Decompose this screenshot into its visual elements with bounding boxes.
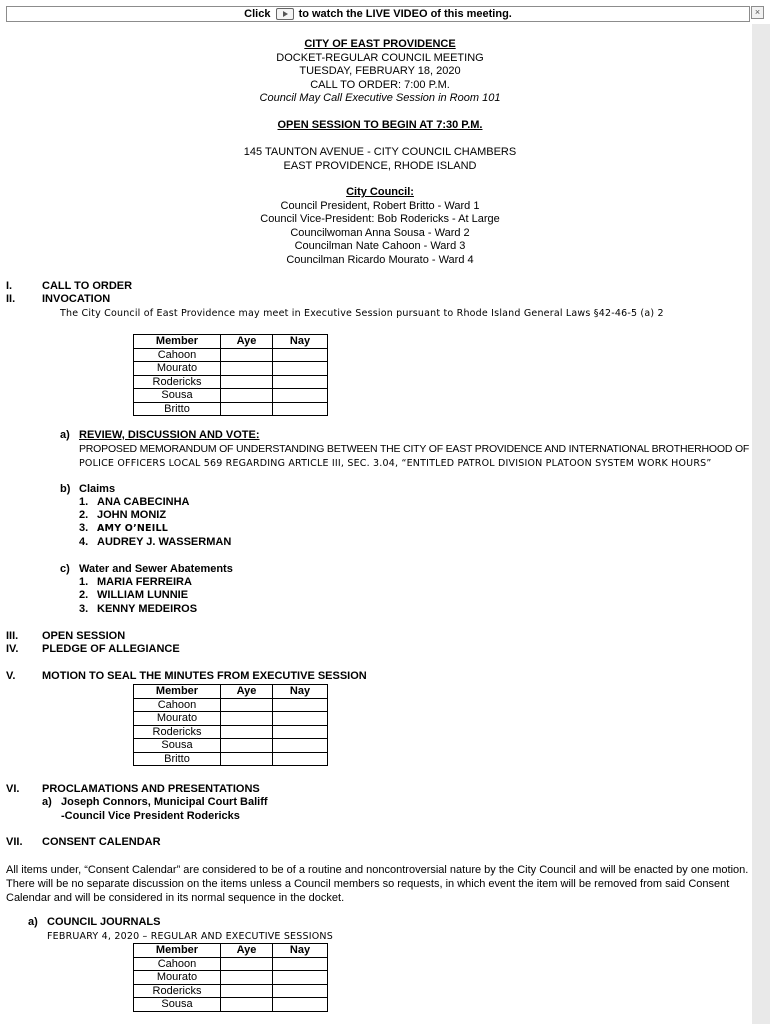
col-aye: Aye [221,335,273,349]
journals-date: FEBRUARY 4, 2020 – REGULAR AND EXECUTIVE SESSIONS [47,931,333,942]
section-num: VII. [6,836,23,848]
aye-cell [221,998,273,1012]
aye-cell [221,752,273,766]
council-list [0,186,760,267]
address [0,146,760,173]
member-name: Cahoon [134,348,221,362]
nay-cell [273,998,328,1012]
docket-header [0,38,760,106]
abatement-item: MARIA FERREIRA [97,576,192,588]
col-aye: Aye [221,944,273,958]
member-name: Cahoon [134,698,221,712]
nay-cell [273,348,328,362]
list-num: 3. [79,603,89,615]
list-num: 4. [79,536,89,548]
open-session-time: OPEN SESSION TO BEGIN AT 7:30 P.M. [277,119,483,131]
member-name: Sousa [134,389,221,403]
council-member: Council President, Robert Britto - Ward 1 [280,199,480,212]
item-label: b) [60,483,71,495]
mou-line-1: PROPOSED MEMORANDUM OF UNDERSTANDING BETWEEN THE CITY OF EAST PROVIDENCE AND INTERNATIONAL BROTHERHOOD OF [79,443,750,455]
banner-suffix: to watch the LIVE VIDEO of this meeting. [298,8,512,20]
section-num: VI. [6,783,20,795]
section-num: IV. [6,643,19,655]
item-title-claims: Claims [79,483,116,495]
abatement-item: KENNY MEDEIROS [97,603,198,615]
council-member: Councilwoman Anna Sousa - Ward 2 [290,226,470,239]
city-title: CITY OF EAST PROVIDENCE [304,38,456,50]
nay-cell [273,725,328,739]
nay-cell [273,698,328,712]
nay-cell [273,984,328,998]
section-title-consent-calendar: CONSENT CALENDAR [42,836,161,848]
call-time: CALL TO ORDER: 7:00 P.M. [310,78,450,91]
nay-cell [273,402,328,416]
item-label: a) [60,429,70,441]
aye-cell [221,389,273,403]
exec-note: Council May Call Executive Session in Room 101 [259,92,501,104]
section-title-call-to-order: CALL TO ORDER [42,280,133,292]
claim-item: AUDREY J. WASSERMAN [97,536,232,548]
council-member: Council Vice-President: Bob Rodericks - At Large [260,213,500,225]
nay-cell [273,375,328,389]
section-title-motion-seal: MOTION TO SEAL THE MINUTES FROM EXECUTIVE SESSION [42,670,367,682]
member-name: Rodericks [134,984,221,998]
paragraph-line: There will be no separate discussion on the items unless a Council members so requests, in which event the item will be removed from said Consent [6,878,730,890]
council-title: City Council: [346,186,414,198]
live-video-banner [6,6,750,22]
aye-cell [221,957,273,971]
aye-cell [221,984,273,998]
close-icon[interactable]: × [751,6,764,19]
claim-item: ANA CABECINHA [97,496,190,508]
item-title-abatements: Water and Sewer Abatements [79,563,233,575]
member-name: Cahoon [134,957,221,971]
docket-type: DOCKET-REGULAR COUNCIL MEETING [276,51,484,64]
meeting-date: TUESDAY, FEBRUARY 18, 2020 [299,65,461,77]
nay-cell [273,389,328,403]
address-line-2: EAST PROVIDENCE, RHODE ISLAND [283,159,477,172]
vote-table [133,684,328,766]
member-name: Britto [134,402,221,416]
aye-cell [221,698,273,712]
council-member: Councilman Nate Cahoon - Ward 3 [294,240,466,252]
aye-cell [221,725,273,739]
col-nay: Nay [273,944,328,958]
col-member: Member [134,335,221,349]
item-title-council-journals: COUNCIL JOURNALS [47,916,161,928]
list-num: 1. [79,576,89,588]
item-label: c) [60,563,70,575]
item-title-review: REVIEW, DISCUSSION AND VOTE: [79,429,260,441]
presentation-presenter: -Council Vice President Rodericks [61,810,240,822]
aye-cell [221,362,273,376]
nay-cell [273,971,328,985]
member-name: Mourato [134,362,221,376]
list-num: 2. [79,589,89,601]
member-name: Mourato [134,971,221,985]
section-title-proclamations: PROCLAMATIONS AND PRESENTATIONS [42,783,260,795]
nay-cell [273,752,328,766]
member-name: Sousa [134,739,221,753]
council-member: Councilman Ricardo Mourato - Ward 4 [286,253,474,266]
play-video-icon[interactable] [276,8,294,20]
nay-cell [273,957,328,971]
list-num: 2. [79,509,89,521]
col-member: Member [134,685,221,699]
consent-calendar-paragraph [6,863,754,905]
col-member: Member [134,944,221,958]
aye-cell [221,402,273,416]
aye-cell [221,739,273,753]
aye-cell [221,712,273,726]
list-num: 1. [79,496,89,508]
scrollbar[interactable] [752,24,770,1024]
member-name: Sousa [134,998,221,1012]
item-label: a) [28,916,38,928]
section-num: III. [6,630,19,642]
section-num: II. [6,293,16,305]
nay-cell [273,739,328,753]
col-nay: Nay [273,685,328,699]
vote-table [133,334,328,416]
vote-table [133,943,328,1012]
list-num: 3. [79,522,89,534]
member-name: Rodericks [134,725,221,739]
section-num: V. [6,670,16,682]
member-name: Rodericks [134,375,221,389]
section-title-pledge: PLEDGE OF ALLEGIANCE [42,643,180,655]
exec-session-statement: The City Council of East Providence may meet in Executive Session pursuant to Rhode Island General Laws §42-46-5 (a) 2 [60,308,664,319]
section-num: I. [6,280,13,292]
nay-cell [273,362,328,376]
nay-cell [273,712,328,726]
aye-cell [221,348,273,362]
presentation-item: Joseph Connors, Municipal Court Baliff [61,796,268,808]
paragraph-line: Calendar and will be considered in its normal sequence in the docket. [6,892,345,904]
section-title-invocation: INVOCATION [42,293,111,305]
abatement-item: WILLIAM LUNNIE [97,589,189,601]
col-nay: Nay [273,335,328,349]
aye-cell [221,971,273,985]
claim-item: JOHN MONIZ [97,509,167,521]
address-line-1: 145 TAUNTON AVENUE - CITY COUNCIL CHAMBERS [243,146,517,158]
member-name: Mourato [134,712,221,726]
banner-prefix: Click [244,8,271,20]
section-title-open-session: OPEN SESSION [42,630,126,642]
paragraph-line: All items under, “Consent Calendar” are considered to be of a routine and noncontroversial nature by the City Council and will be enacted by one motion. [6,864,749,876]
item-label: a) [42,796,52,808]
aye-cell [221,375,273,389]
claim-item: AMY O’NEILL [97,523,168,534]
col-aye: Aye [221,685,273,699]
mou-line-2: POLICE OFFICERS LOCAL 569 REGARDING ARTICLE III, SEC. 3.04, “ENTITLED PATROL DIVISION PLATOON SYSTEM WORK HOURS” [79,458,712,469]
member-name: Britto [134,752,221,766]
